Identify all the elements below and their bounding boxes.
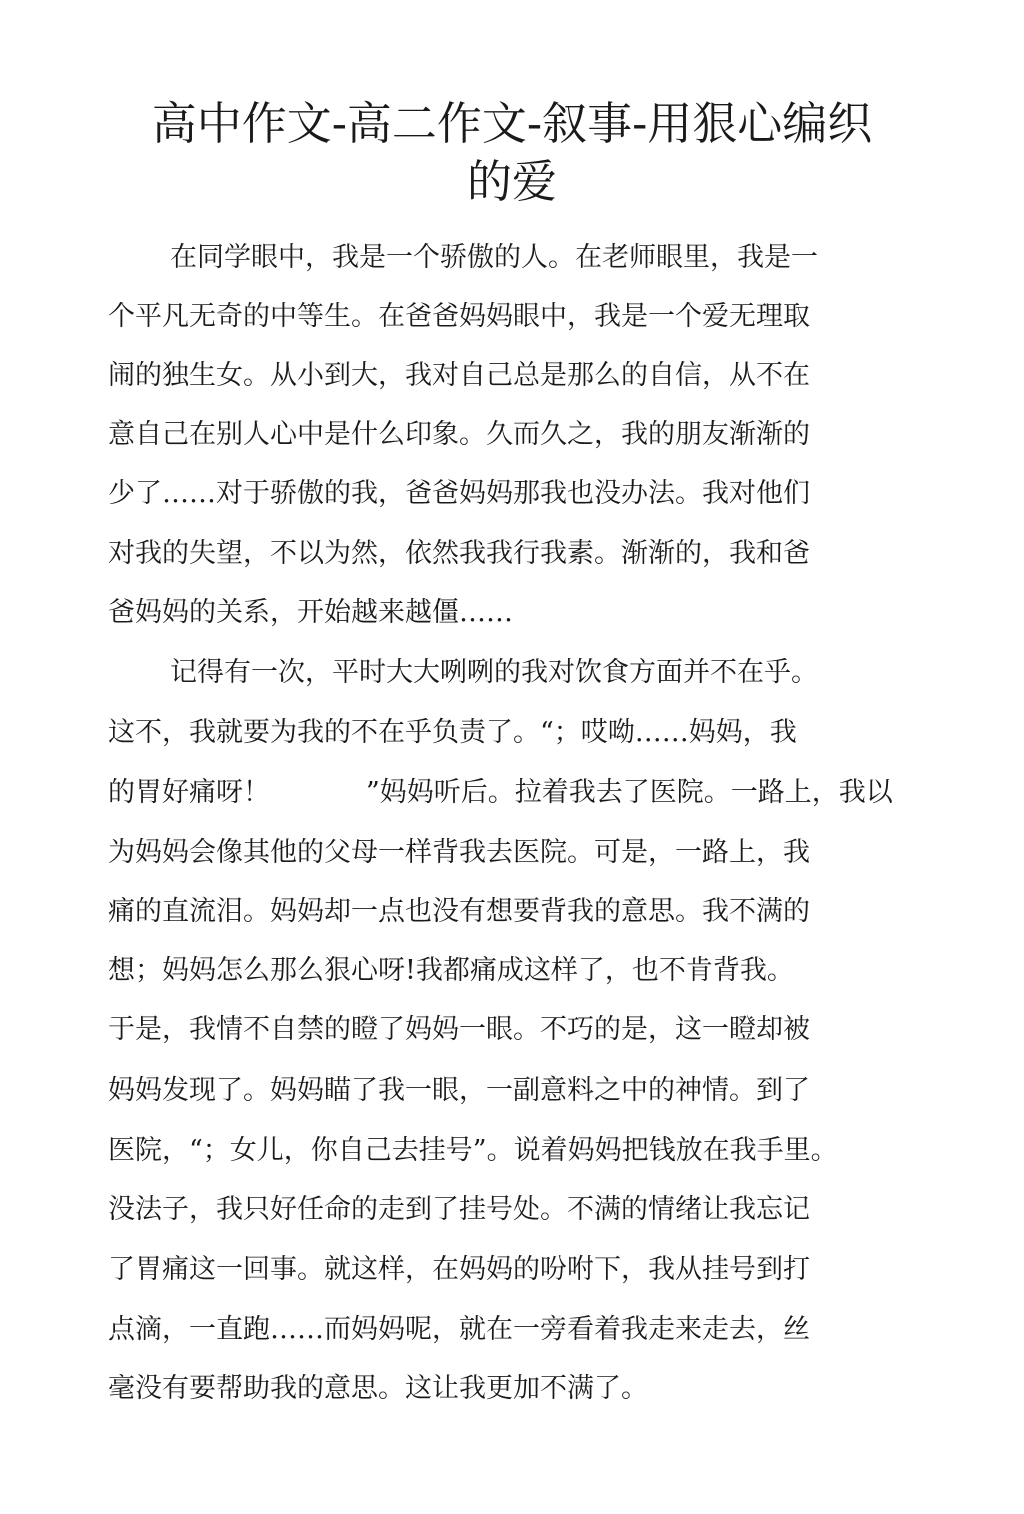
paragraph-2-line-3-start: 的胃好痛呀！	[108, 777, 270, 808]
paragraph-1-line-7: 爸妈妈的关系，开始越来越僵……	[108, 597, 513, 628]
paragraph-1-line-4: 意自己在别人心中是什么印象。久而久之，我的朋友渐渐的	[108, 419, 810, 450]
paragraph-2-line-6: 想；妈妈怎么那么狠心呀!我都痛成这样了，也不肯背我。	[108, 955, 794, 986]
paragraph-2-line-1: 记得有一次，平时大大咧咧的我对饮食方面并不在乎。	[170, 657, 818, 688]
paragraph-2-line-10: 没法子，我只好任命的走到了挂号处。不满的情绪让我忘记	[108, 1194, 810, 1225]
paragraph-2-line-7: 于是，我情不自禁的瞪了妈妈一眼。不巧的是，这一瞪却被	[108, 1014, 810, 1045]
paragraph-2-line-11: 了胃痛这一回事。就这样，在妈妈的吩咐下，我从挂号到打	[108, 1254, 810, 1285]
document-title-line-2: 的爱	[466, 155, 557, 208]
paragraph-2-line-9: 医院，“；女儿，你自己去挂号”。说着妈妈把钱放在我手里。	[108, 1135, 838, 1166]
document-title-line-1: 高中作文-高二作文-叙事-用狠心编织	[151, 97, 873, 150]
paragraph-1-line-5: 少了……对于骄傲的我，爸爸妈妈那我也没办法。我对他们	[108, 478, 810, 509]
paragraph-2-line-3-end: ”妈妈听后。拉着我去了医院。一路上，我以	[366, 777, 893, 808]
paragraph-2-line-13: 毫没有要帮助我的意思。这让我更加不满了。	[108, 1373, 648, 1404]
paragraph-1-line-1: 在同学眼中，我是一个骄傲的人。在老师眼里，我是一	[170, 242, 818, 273]
paragraph-2-line-8: 妈妈发现了。妈妈瞄了我一眼，一副意料之中的神情。到了	[108, 1075, 810, 1106]
paragraph-1-line-2: 个平凡无奇的中等生。在爸爸妈妈眼中，我是一个爱无理取	[108, 301, 810, 332]
paragraph-2-line-12: 点滴，一直跑……而妈妈呢，就在一旁看着我走来走去，丝	[108, 1314, 810, 1345]
paragraph-1-line-3: 闹的独生女。从小到大，我对自己总是那么的自信，从不在	[108, 360, 810, 391]
paragraph-2-line-5: 痛的直流泪。妈妈却一点也没有想要背我的意思。我不满的	[108, 896, 810, 927]
paragraph-1-line-6: 对我的失望，不以为然，依然我我行我素。渐渐的，我和爸	[108, 538, 810, 569]
paragraph-2-line-3	[108, 775, 893, 811]
paragraph-2-line-4: 为妈妈会像其他的父母一样背我去医院。可是，一路上，我	[108, 837, 810, 868]
paragraph-2-line-2: 这不，我就要为我的不在乎负责了。“；哎呦……妈妈，我	[108, 717, 797, 748]
